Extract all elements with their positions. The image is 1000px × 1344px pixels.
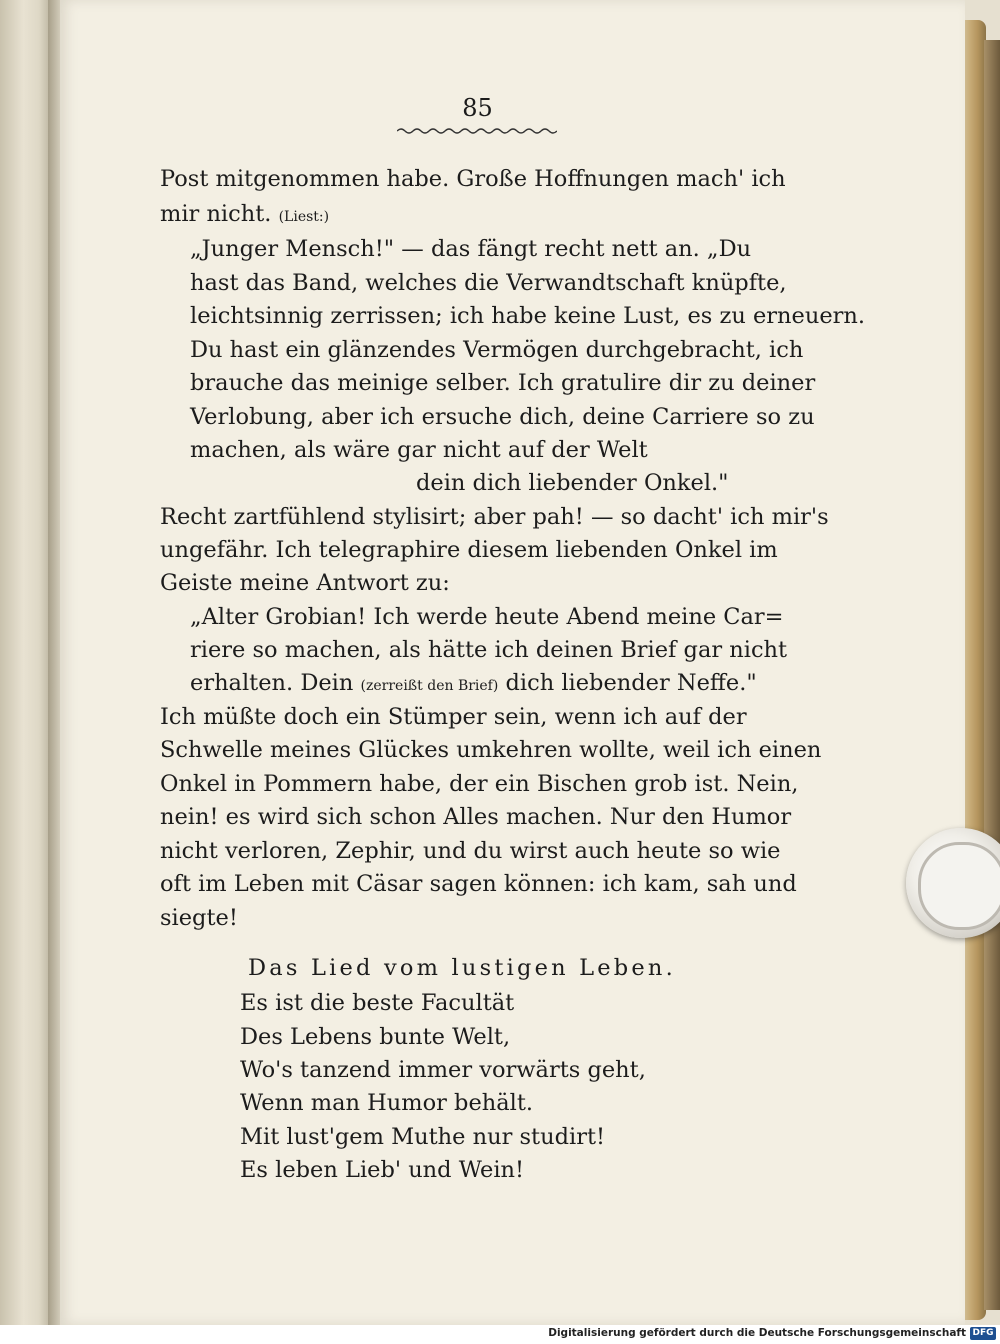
- dfg-logo: DFG: [970, 1327, 996, 1340]
- text-line-16: [190, 670, 757, 696]
- text-line-13: Geiste meine Antwort zu:: [160, 570, 450, 596]
- page-number-ornament: [397, 126, 557, 136]
- text-line-15: riere so machen, als hätte ich deinen Brief gar nicht: [190, 637, 788, 663]
- text-line-21: nicht verloren, Zephir, und du wirst auch heute so wie: [160, 838, 781, 864]
- song-verse-2: Des Lebens bunte Welt,: [240, 1024, 511, 1050]
- funding-credit: Digitalisierung gefördert durch die Deutsche Forschungsgemeinschaft: [548, 1327, 966, 1339]
- text-line-19: Onkel in Pommern habe, der ein Bischen grob ist. Nein,: [160, 771, 799, 797]
- song-verse-3: Wo's tanzend immer vorwärts geht,: [240, 1057, 646, 1083]
- text-line-8: Verlobung, aber ich ersuche dich, deine Carriere so zu: [190, 404, 815, 430]
- song-title: Das Lied vom lustigen Leben.: [248, 955, 676, 981]
- text-line-20: nein! es wird sich schon Alles machen. Nur den Humor: [160, 804, 792, 830]
- page-clip-center: [918, 842, 1000, 930]
- song-verse-6: Es leben Lieb' und Wein!: [240, 1157, 525, 1183]
- text-line-14: „Alter Grobian! Ich werde heute Abend meine Car=: [190, 604, 784, 630]
- song-verse-1: Es ist die beste Facultät: [240, 990, 515, 1016]
- text-line-18: Schwelle meines Glückes umkehren wollte, weil ich einen: [160, 737, 822, 763]
- letter-signature: dein dich liebender Onkel.": [416, 470, 729, 496]
- text-line-22: oft im Leben mit Cäsar sagen können: ich kam, sah und: [160, 871, 797, 897]
- text-line-4: hast das Band, welches die Verwandtschaft knüpfte,: [190, 270, 787, 296]
- text-line-16-start: erhalten. Dein: [190, 670, 354, 696]
- text-line-6: Du hast ein glänzendes Vermögen durchgebracht, ich: [190, 337, 804, 363]
- text-line-2: [160, 201, 329, 227]
- text-line-23: siegte!: [160, 905, 238, 931]
- text-line-9: machen, als wäre gar nicht auf der Welt: [190, 437, 648, 463]
- text-line-1: Post mitgenommen habe. Große Hoffnungen mach' ich: [160, 166, 786, 192]
- text-line-5: leichtsinnig zerrissen; ich habe keine Lust, es zu erneuern.: [190, 303, 866, 329]
- stage-direction-2: (zerreißt den Brief): [360, 678, 499, 694]
- song-verse-5: Mit lust'gem Muthe nur studirt!: [240, 1124, 606, 1150]
- left-page-edge: [0, 0, 52, 1325]
- text-line-12: ungefähr. Ich telegraphire diesem liebenden Onkel im: [160, 537, 778, 563]
- stage-direction: (Liest:): [278, 209, 330, 225]
- text-line-3: „Junger Mensch!" — das fängt recht nett an. „Du: [190, 236, 752, 262]
- page-number: 85: [462, 94, 493, 122]
- song-verse-4: Wenn man Humor behält.: [240, 1090, 534, 1116]
- text-line-2-main: mir nicht.: [160, 201, 272, 227]
- text-line-11: Recht zartfühlend stylisirt; aber pah! — so dacht' ich mir's: [160, 504, 829, 530]
- book-spine-edge: [984, 40, 1000, 1310]
- text-line-7: brauche das meinige selber. Ich gratulire dir zu deiner: [190, 370, 816, 396]
- text-line-16-end: dich liebender Neffe.": [505, 670, 757, 696]
- text-line-17: Ich müßte doch ein Stümper sein, wenn ich auf der: [160, 704, 747, 730]
